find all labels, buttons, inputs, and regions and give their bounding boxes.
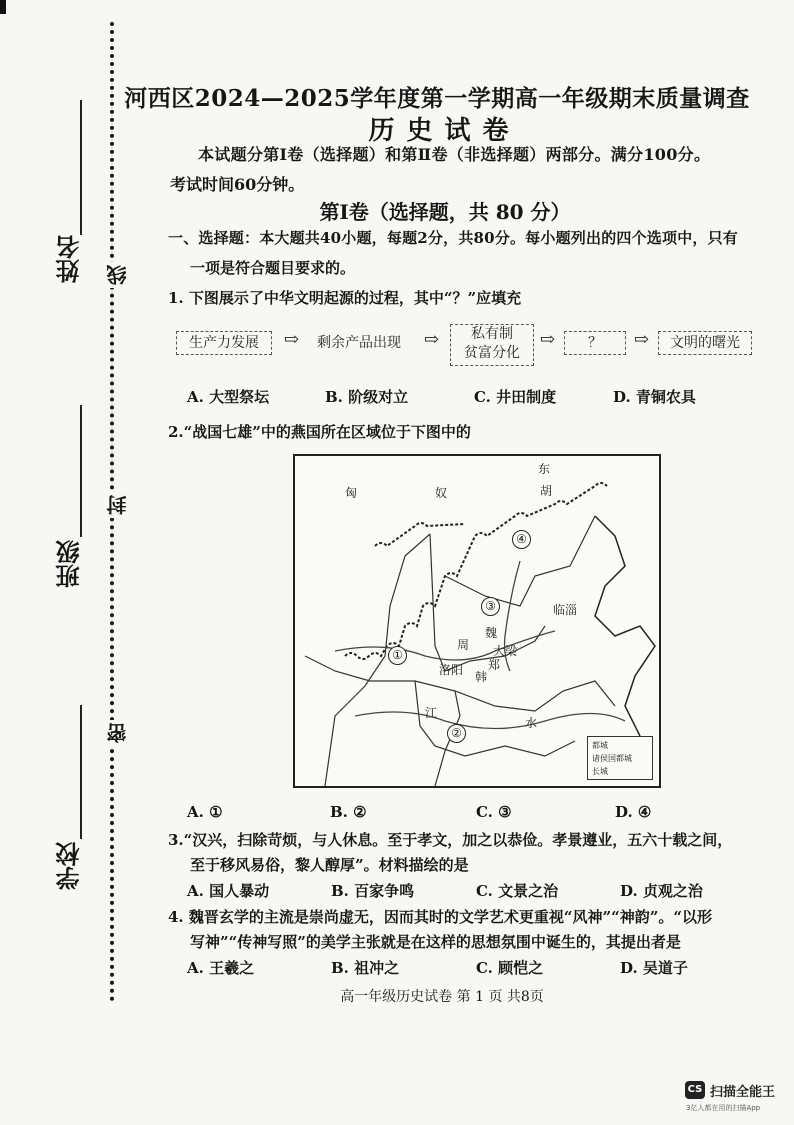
section-title: 第Ⅰ卷（选择题，共 80 分） [319, 200, 571, 224]
flow-box-3 [450, 324, 534, 366]
corner-mark [0, 0, 6, 14]
name-label: 姓名 [55, 235, 84, 283]
subject-title: 历史试卷 [368, 116, 521, 146]
flow-arrow-icon: ⇨ [284, 329, 300, 350]
q4-stem-line-1: 4. 魏晋玄学的主流是崇尚虚无，因而其时的文学艺术更重视“风神”“神韵”。“以形 [168, 908, 713, 926]
q2-option-c[interactable]: C. ③ [476, 803, 512, 821]
instruction-line-1: 一、选择题：本大题共40小题，每题2分，共80分。每小题列出的四个选项中，只有 [168, 229, 738, 247]
flow-box-3-line-1: 私有制 [471, 326, 513, 342]
q3-stem-line-2: 至于移风易俗，黎人醇厚”。材料描绘的是 [190, 856, 469, 874]
class-label: 班级 [55, 540, 84, 588]
map-label-daliang: 大梁 [493, 644, 518, 658]
q3-option-b[interactable]: B. 百家争鸣 [331, 882, 415, 900]
warring-states-map [293, 454, 661, 788]
flow-arrow-icon: ⇨ [424, 329, 440, 350]
legend-capital: 都城 [592, 741, 608, 750]
q1-option-c[interactable]: C. 井田制度 [474, 388, 557, 406]
map-marker-1: ① [388, 646, 407, 665]
flow-arrow-icon: ⇨ [540, 329, 556, 350]
flow-box-3-line-2: 贫富分化 [464, 345, 520, 361]
seal-char-mi: 密 [103, 720, 132, 746]
school-label: 学校 [55, 842, 84, 890]
q2-option-d[interactable]: D. ④ [615, 803, 652, 821]
map-marker-2: ② [447, 724, 466, 743]
camscanner-tagline: 3亿人都在用的扫描App [686, 1104, 761, 1112]
map-label-donghu-2: 胡 [540, 484, 553, 498]
intro-line-2: 考试时间60分钟。 [170, 175, 305, 194]
map-label-zheng: 郑 [488, 658, 501, 672]
q1-option-d[interactable]: D. 青铜农具 [613, 388, 696, 406]
page-footer: 高一年级历史试卷 第 1 页 共8页 [340, 989, 544, 1005]
q3-option-d[interactable]: D. 贞观之治 [620, 882, 703, 900]
flow-arrow-icon: ⇨ [634, 329, 650, 350]
seal-char-xian: 线 [103, 262, 132, 288]
flow-box-5: 文明的曙光 [658, 331, 752, 355]
map-marker-3: ③ [481, 597, 500, 616]
q3-option-c[interactable]: C. 文景之治 [476, 882, 559, 900]
map-label-linzi: 临淄 [553, 603, 578, 617]
q4-option-c[interactable]: C. 顾恺之 [476, 959, 544, 977]
map-label-shui: 水 [525, 716, 538, 730]
legend-state-capital: 诸侯国都城 [592, 754, 632, 763]
flow-box-blank: ？ [564, 331, 626, 355]
class-blank-line[interactable] [80, 405, 82, 537]
q1-stem: 1. 下图展示了中华文明起源的过程，其中“？”应填充 [168, 289, 522, 307]
map-label-zhou: 周 [457, 638, 470, 652]
map-label-wei: 魏 [485, 626, 498, 640]
map-legend [587, 736, 653, 780]
q2-option-b[interactable]: B. ② [330, 803, 367, 821]
flow-box-1: 生产力发展 [176, 331, 272, 355]
instruction-line-2: 一项是符合题目要求的。 [190, 259, 356, 277]
q3-stem-line-1: 3.“汉兴，扫除苛烦，与人休息。至于孝文，加之以恭俭。孝景遵业，五六十载之间， [168, 831, 733, 849]
q1-option-a[interactable]: A. 大型祭坛 [187, 388, 270, 406]
q2-option-a[interactable]: A. ① [187, 803, 223, 821]
camscanner-name: 扫描全能王 [710, 1085, 776, 1100]
q4-stem-line-2: 写神”“传神写照”的美学主张就是在这样的思想氛围中诞生的，其提出者是 [190, 933, 681, 951]
q4-option-b[interactable]: B. 祖冲之 [331, 959, 400, 977]
map-label-xiongnu-1: 匈 [345, 486, 358, 500]
map-label-han: 韩 [475, 670, 488, 684]
intro-line-1: 本试题分第Ⅰ卷（选择题）和第Ⅱ卷（非选择题）两部分。满分100分。 [198, 145, 711, 164]
camscanner-logo-icon: CS [685, 1081, 705, 1099]
flow-box-2: 剩余产品出现 [317, 335, 401, 351]
map-label-xiongnu-2: 奴 [435, 486, 448, 500]
legend-great-wall: 长城 [592, 767, 608, 776]
exam-title: 河西区2024—2025学年度第一学期高一年级期末质量调查 [124, 85, 750, 112]
q3-option-a[interactable]: A. 国人暴动 [187, 882, 270, 900]
map-label-jiang: 江 [425, 706, 438, 720]
school-blank-line[interactable] [80, 705, 82, 839]
q1-option-b[interactable]: B. 阶级对立 [325, 388, 409, 406]
q4-option-a[interactable]: A. 王羲之 [187, 959, 255, 977]
map-label-donghu-1: 东 [538, 462, 551, 476]
seal-char-feng: 封 [103, 492, 132, 518]
q2-stem: 2.“战国七雄”中的燕国所在区域位于下图中的 [168, 423, 471, 441]
map-label-luoyang: 洛阳 [439, 663, 464, 677]
map-marker-4: ④ [512, 530, 531, 549]
q4-option-d[interactable]: D. 吴道子 [620, 959, 688, 977]
